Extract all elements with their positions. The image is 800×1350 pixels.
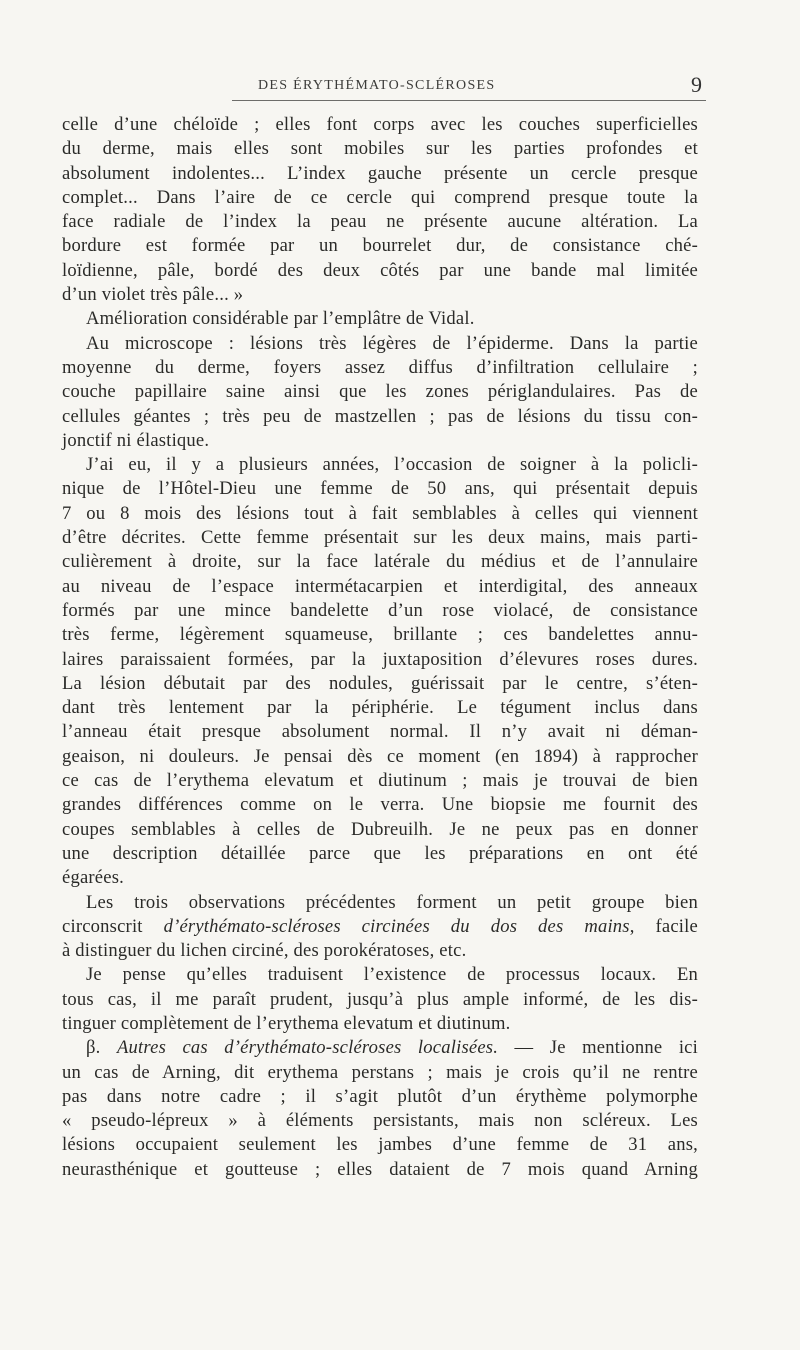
text-line: jonctif ni élastique. bbox=[62, 429, 210, 451]
text-line: Au microscope : lésions très légères de l’épiderme. Dans la partie bbox=[86, 332, 698, 354]
italic-term: d’érythémato-scléroses circinées du dos des mains bbox=[163, 915, 630, 937]
text-line: au niveau de l’espace intermétacarpien et interdigital, des anneaux bbox=[62, 575, 698, 597]
text-line: d’être décrites. Cette femme présentait sur les deux mains, mais parti- bbox=[62, 527, 698, 549]
text-line: celle d’une chéloïde ; elles font corps avec les couches superficielles bbox=[62, 114, 698, 135]
text-line: geaison, ni douleurs. Je pensai dès ce moment (en 1894) à rapprocher bbox=[62, 745, 698, 767]
text-line: cellules géantes ; très peu de mastzellen ; pas de lésions du tissu con- bbox=[62, 405, 698, 427]
text-line: face radiale de l’index la peau ne présente aucune altération. La bbox=[62, 211, 698, 233]
text-line: à distinguer du lichen circiné, des porokératoses, etc. bbox=[62, 940, 467, 962]
text-segment: — Je mentionne ici bbox=[498, 1037, 699, 1059]
text-line: tous cas, il me paraît prudent, jusqu’à plus ample informé, de les dis- bbox=[62, 988, 698, 1010]
text-line: La lésion débutait par des nodules, guérissait par le centre, s’éten- bbox=[62, 672, 698, 694]
text-line: laires paraissaient formées, par la juxtaposition d’élevures roses dures. bbox=[62, 648, 698, 670]
text-line: moyenne du derme, foyers assez diffus d’infiltration cellulaire ; bbox=[62, 356, 698, 378]
text-line: 7 ou 8 mois des lésions tout à fait semblables à celles qui viennent bbox=[62, 502, 698, 524]
running-header bbox=[232, 70, 706, 101]
text-line: neurasthénique et goutteuse ; elles dataient de 7 mois quand Arning bbox=[62, 1158, 698, 1180]
text-line: grandes différences comme on le verra. Une biopsie me fournit des bbox=[62, 794, 698, 816]
text-line: Les trois observations précédentes forment un petit groupe bien bbox=[86, 891, 698, 913]
text-segment: β. bbox=[86, 1037, 117, 1059]
text-line: l’anneau était presque absolument normal. Il n’y avait ni déman- bbox=[62, 721, 698, 743]
text-line: loïdienne, pâle, bordé des deux côtés par une bande mal limitée bbox=[62, 259, 698, 281]
text-line: complet... Dans l’aire de ce cercle qui comprend presque toute la bbox=[62, 186, 698, 208]
italic-heading: Autres cas d’érythémato-scléroses localisées. bbox=[116, 1037, 499, 1059]
text-line: pas dans notre cadre ; il s’agit plutôt d’un érythème polymorphe bbox=[62, 1085, 698, 1107]
page-number: 9 bbox=[691, 72, 702, 97]
text-line: d’un violet très pâle... » bbox=[62, 284, 244, 306]
text-segment: , facile bbox=[629, 915, 698, 937]
text-line: égarées. bbox=[62, 867, 124, 889]
body-text bbox=[62, 113, 698, 1182]
text-line: lésions occupaient seulement les jambes d’une femme de 31 ans, bbox=[62, 1134, 698, 1156]
text-line: très ferme, légèrement squameuse, brillante ; ces bandelettes annu- bbox=[62, 624, 698, 646]
text-line: une description détaillée parce que les préparations en ont été bbox=[62, 842, 698, 864]
text-line: absolument indolentes... L’index gauche présente un cercle presque bbox=[62, 162, 698, 184]
text-line: bordure est formée par un bourrelet dur, de consistance ché- bbox=[62, 235, 698, 257]
text-line bbox=[62, 1036, 698, 1060]
text-line: couche papillaire saine ainsi que les zones périglandulaires. Pas de bbox=[62, 381, 698, 403]
text-line bbox=[62, 915, 698, 939]
text-line: ce cas de l’erythema elevatum et diutinum ; mais je trouvai de bien bbox=[62, 770, 698, 792]
text-line: culièrement à droite, sur la face latérale du médius et de l’annulaire bbox=[62, 551, 698, 573]
text-line: un cas de Arning, dit erythema perstans ; mais je crois qu’il ne rentre bbox=[62, 1061, 698, 1083]
book-page bbox=[62, 70, 702, 1182]
text-line: nique de l’Hôtel-Dieu une femme de 50 ans, qui présentait depuis bbox=[62, 478, 698, 500]
text-line: Amélioration considérable par l’emplâtre de Vidal. bbox=[86, 308, 475, 330]
text-line: du derme, mais elles sont mobiles sur les parties profondes et bbox=[62, 138, 698, 160]
text-line: J’ai eu, il y a plusieurs années, l’occasion de soigner à la policli- bbox=[86, 454, 698, 476]
running-title: DES ÉRYTHÉMATO-SCLÉROSES bbox=[258, 78, 496, 93]
text-line: dant très lentement par la périphérie. Le tégument inclus dans bbox=[62, 697, 698, 719]
text-segment: circonscrit bbox=[62, 915, 164, 937]
text-line: Je pense qu’elles traduisent l’existence de processus locaux. En bbox=[86, 964, 698, 986]
text-line: coupes semblables à celles de Dubreuilh. Je ne peux pas en donner bbox=[62, 818, 698, 840]
text-line: « pseudo-lépreux » à éléments persistants, mais non scléreux. Les bbox=[62, 1110, 698, 1132]
text-line: tinguer complètement de l’erythema elevatum et diutinum. bbox=[62, 1012, 511, 1034]
text-line: formés par une mince bandelette d’un rose violacé, de consistance bbox=[62, 599, 698, 621]
